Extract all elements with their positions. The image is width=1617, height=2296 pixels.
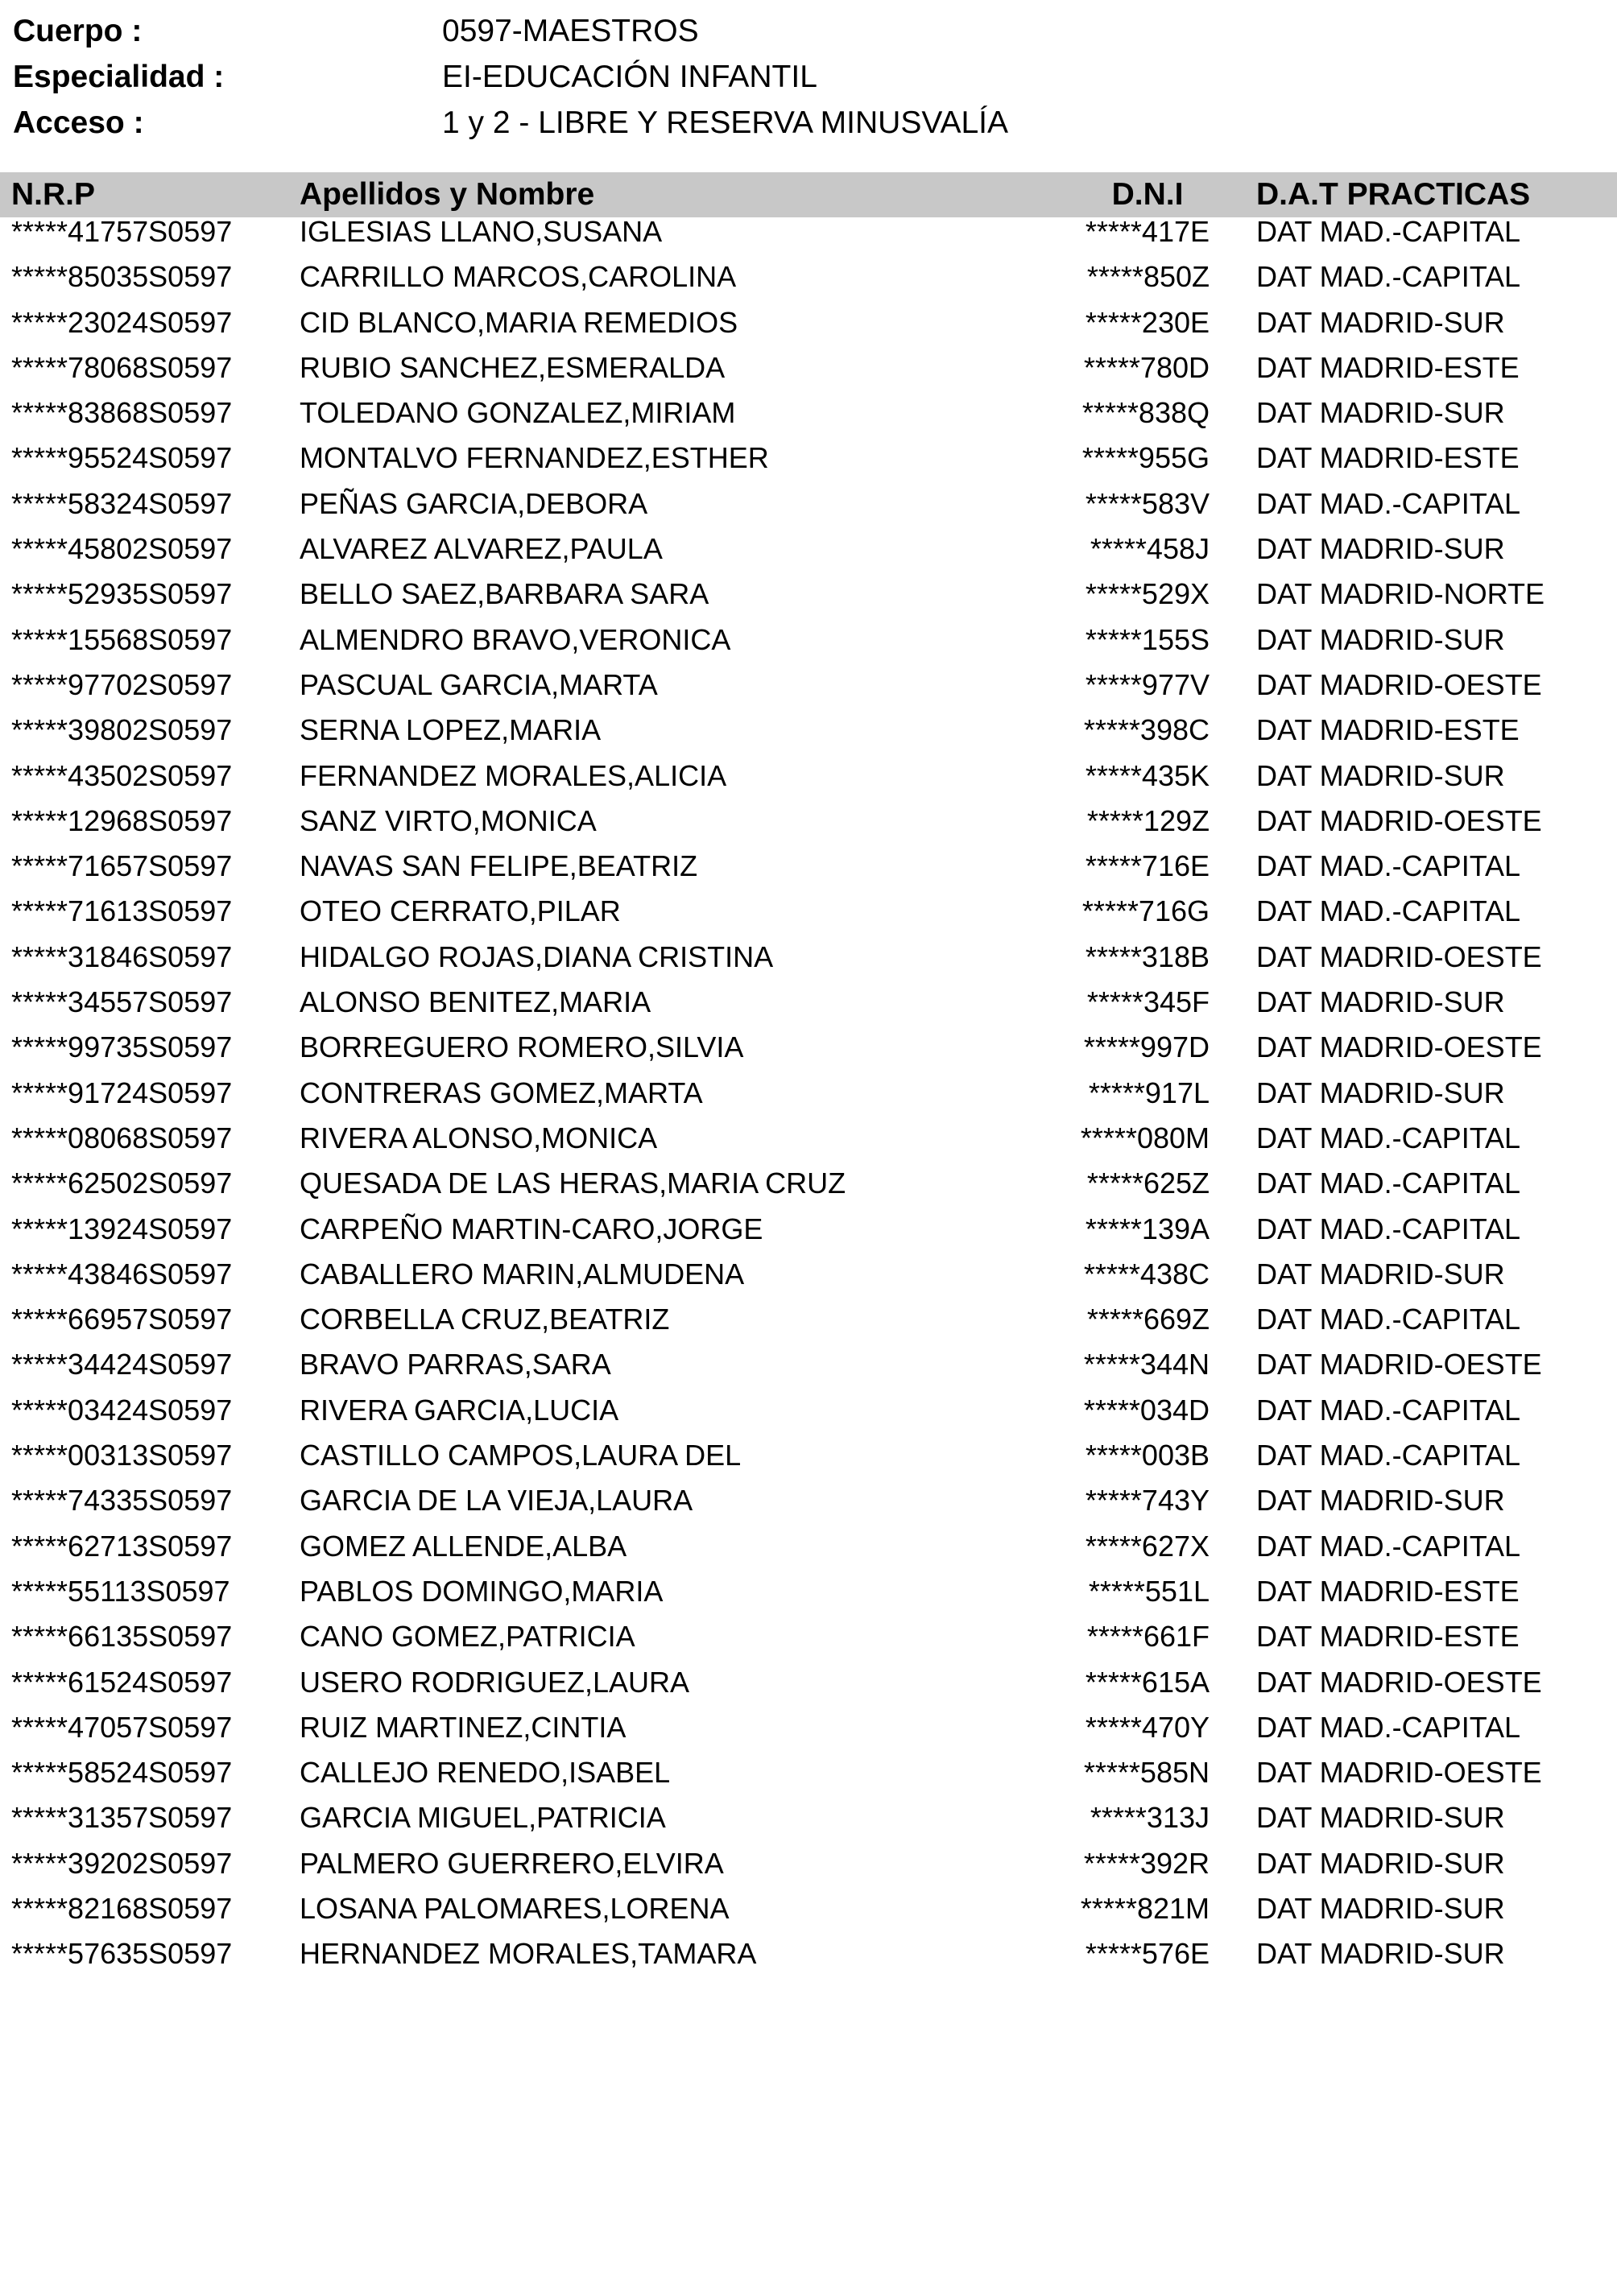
dat-cell: DAT MADRID-SUR [1256, 1891, 1505, 1925]
especialidad-value: EI-EDUCACIÓN INFANTIL [442, 60, 817, 94]
nrp-cell: *****39202S0597 [11, 1846, 233, 1880]
table-row [0, 527, 1617, 572]
dni-cell: *****230E [1085, 305, 1210, 339]
nrp-cell: *****58524S0597 [11, 1756, 233, 1790]
name-cell: BRAVO PARRAS,SARA [300, 1348, 611, 1381]
table-row [0, 1705, 1617, 1750]
nrp-cell: *****00313S0597 [11, 1439, 233, 1472]
column-header-dat: D.A.T PRACTICAS [1256, 177, 1531, 212]
dni-cell: *****438C [1083, 1257, 1210, 1290]
dni-cell: *****716G [1081, 894, 1210, 928]
name-cell: SERNA LOPEZ,MARIA [300, 713, 602, 747]
name-cell: NAVAS SAN FELIPE,BEATRIZ [300, 849, 698, 883]
name-cell: CID BLANCO,MARIA REMEDIOS [300, 305, 738, 339]
dni-cell: *****997D [1083, 1030, 1210, 1064]
name-cell: HERNANDEZ MORALES,TAMARA [300, 1937, 757, 1971]
nrp-cell: *****41757S0597 [11, 215, 233, 248]
nrp-cell: *****95524S0597 [11, 441, 233, 475]
table-row [0, 1116, 1617, 1161]
dat-cell: DAT MADRID-OESTE [1256, 1756, 1542, 1790]
results-table [0, 172, 1617, 1977]
table-body [0, 209, 1617, 1977]
table-row [0, 799, 1617, 844]
table-row [0, 754, 1617, 799]
dat-cell: DAT MADRID-SUR [1256, 1846, 1505, 1880]
acceso-value: 1 y 2 - LIBRE Y RESERVA MINUSVALÍA [442, 105, 1009, 140]
name-cell: RIVERA GARCIA,LUCIA [300, 1393, 619, 1427]
column-header-nrp: N.R.P [11, 177, 96, 212]
table-row [0, 300, 1617, 345]
name-cell: MONTALVO FERNANDEZ,ESTHER [300, 441, 769, 475]
nrp-cell: *****62502S0597 [11, 1167, 233, 1200]
name-cell: FERNANDEZ MORALES,ALICIA [300, 758, 727, 792]
dat-cell: DAT MAD.-CAPITAL [1256, 1212, 1521, 1245]
nrp-cell: *****78068S0597 [11, 350, 233, 384]
nrp-cell: *****08068S0597 [11, 1121, 233, 1154]
nrp-cell: *****66135S0597 [11, 1620, 233, 1654]
dni-cell: *****627X [1085, 1529, 1210, 1563]
dat-cell: DAT MADRID-SUR [1256, 1484, 1505, 1518]
dni-cell: *****344N [1083, 1348, 1210, 1381]
name-cell: PALMERO GUERRERO,ELVIRA [300, 1846, 724, 1880]
dni-cell: *****139A [1085, 1212, 1210, 1245]
especialidad-label: Especialidad : [13, 60, 225, 94]
name-cell: CASTILLO CAMPOS,LAURA DEL [300, 1439, 742, 1472]
name-cell: CONTRERAS GOMEZ,MARTA [300, 1076, 703, 1109]
dni-cell: *****551L [1088, 1574, 1210, 1608]
table-row [0, 436, 1617, 481]
dat-cell: DAT MADRID-OESTE [1256, 1665, 1542, 1699]
table-row [0, 1750, 1617, 1795]
table-row [0, 1297, 1617, 1342]
nrp-cell: *****82168S0597 [11, 1891, 233, 1925]
document-header [13, 8, 1301, 146]
nrp-cell: *****97702S0597 [11, 667, 233, 701]
name-cell: SANZ VIRTO,MONICA [300, 803, 597, 837]
table-row [0, 1388, 1617, 1433]
dni-cell: *****661F [1086, 1620, 1210, 1654]
table-row [0, 1660, 1617, 1705]
name-cell: GARCIA DE LA VIEJA,LAURA [300, 1484, 693, 1518]
name-cell: CARPEÑO MARTIN-CARO,JORGE [300, 1212, 763, 1245]
table-row [0, 481, 1617, 527]
name-cell: GARCIA MIGUEL,PATRICIA [300, 1801, 666, 1835]
dni-cell: *****392R [1083, 1846, 1210, 1880]
table-row [0, 708, 1617, 753]
name-cell: PASCUAL GARCIA,MARTA [300, 667, 658, 701]
table-row [0, 390, 1617, 436]
dat-cell: DAT MADRID-SUR [1256, 1937, 1505, 1971]
dat-cell: DAT MADRID-NORTE [1256, 577, 1545, 611]
dat-cell: DAT MADRID-OESTE [1256, 667, 1542, 701]
table-row [0, 1569, 1617, 1614]
dni-cell: *****850Z [1086, 260, 1210, 294]
name-cell: ALMENDRO BRAVO,VERONICA [300, 622, 731, 656]
cuerpo-row [13, 8, 1301, 54]
nrp-cell: *****13924S0597 [11, 1212, 233, 1245]
dat-cell: DAT MAD.-CAPITAL [1256, 1167, 1521, 1200]
dat-cell: DAT MADRID-OESTE [1256, 803, 1542, 837]
nrp-cell: *****34424S0597 [11, 1348, 233, 1381]
dat-cell: DAT MADRID-SUR [1256, 1076, 1505, 1109]
dat-cell: DAT MAD.-CAPITAL [1256, 1121, 1521, 1154]
table-row [0, 844, 1617, 889]
table-row [0, 1433, 1617, 1478]
name-cell: CORBELLA CRUZ,BEATRIZ [300, 1303, 670, 1336]
table-row [0, 935, 1617, 980]
dni-cell: *****345F [1086, 985, 1210, 1019]
dni-cell: *****080M [1080, 1121, 1210, 1154]
cuerpo-label: Cuerpo : [13, 14, 143, 48]
cuerpo-value: 0597-MAESTROS [442, 14, 699, 48]
name-cell: CABALLERO MARIN,ALMUDENA [300, 1257, 745, 1290]
dat-cell: DAT MADRID-SUR [1256, 758, 1505, 792]
table-row [0, 345, 1617, 390]
table-row [0, 617, 1617, 663]
dat-cell: DAT MADRID-OESTE [1256, 1030, 1542, 1064]
nrp-cell: *****31846S0597 [11, 939, 233, 973]
dni-cell: *****576E [1085, 1937, 1210, 1971]
table-row [0, 209, 1617, 254]
nrp-cell: *****39802S0597 [11, 713, 233, 747]
name-cell: ALVAREZ ALVAREZ,PAULA [300, 532, 663, 566]
nrp-cell: *****34557S0597 [11, 985, 233, 1019]
table-row [0, 1071, 1617, 1116]
especialidad-row [13, 54, 1301, 100]
dni-cell: *****129Z [1086, 803, 1210, 837]
dni-cell: *****625Z [1086, 1167, 1210, 1200]
dat-cell: DAT MADRID-SUR [1256, 1257, 1505, 1290]
table-row [0, 1841, 1617, 1886]
dni-cell: *****318B [1085, 939, 1210, 973]
name-cell: OTEO CERRATO,PILAR [300, 894, 621, 928]
dni-cell: *****003B [1085, 1439, 1210, 1472]
table-row [0, 1931, 1617, 1976]
table-row [0, 1886, 1617, 1931]
dat-cell: DAT MAD.-CAPITAL [1256, 1710, 1521, 1744]
table-row [0, 980, 1617, 1025]
table-row [0, 1252, 1617, 1297]
nrp-cell: *****03424S0597 [11, 1393, 233, 1427]
name-cell: USERO RODRIGUEZ,LAURA [300, 1665, 690, 1699]
dni-cell: *****529X [1085, 577, 1210, 611]
name-cell: RIVERA ALONSO,MONICA [300, 1121, 658, 1154]
name-cell: RUIZ MARTINEZ,CINTIA [300, 1710, 627, 1744]
dni-cell: *****955G [1081, 441, 1210, 475]
dat-cell: DAT MADRID-SUR [1256, 396, 1505, 430]
name-cell: RUBIO SANCHEZ,ESMERALDA [300, 350, 726, 384]
name-cell: CALLEJO RENEDO,ISABEL [300, 1756, 671, 1790]
nrp-cell: *****74335S0597 [11, 1484, 233, 1518]
dni-cell: *****669Z [1086, 1303, 1210, 1336]
nrp-cell: *****58324S0597 [11, 486, 233, 520]
dat-cell: DAT MAD.-CAPITAL [1256, 260, 1521, 294]
dat-cell: DAT MAD.-CAPITAL [1256, 215, 1521, 248]
dat-cell: DAT MAD.-CAPITAL [1256, 1393, 1521, 1427]
name-cell: QUESADA DE LAS HERAS,MARIA CRUZ [300, 1167, 846, 1200]
acceso-row [13, 100, 1301, 146]
nrp-cell: *****43502S0597 [11, 758, 233, 792]
nrp-cell: *****57635S0597 [11, 1937, 233, 1971]
dni-cell: *****398C [1083, 713, 1210, 747]
dat-cell: DAT MAD.-CAPITAL [1256, 1439, 1521, 1472]
dni-cell: *****917L [1088, 1076, 1210, 1109]
nrp-cell: *****45802S0597 [11, 532, 233, 566]
table-row [0, 1478, 1617, 1523]
dat-cell: DAT MADRID-ESTE [1256, 350, 1520, 384]
nrp-cell: *****61524S0597 [11, 1665, 233, 1699]
table-row [0, 1614, 1617, 1659]
dni-cell: *****585N [1083, 1756, 1210, 1790]
name-cell: ALONSO BENITEZ,MARIA [300, 985, 651, 1019]
dni-cell: *****780D [1083, 350, 1210, 384]
dni-cell: *****583V [1085, 486, 1210, 520]
table-row [0, 1342, 1617, 1387]
nrp-cell: *****66957S0597 [11, 1303, 233, 1336]
dni-cell: *****838Q [1081, 396, 1210, 430]
nrp-cell: *****83868S0597 [11, 396, 233, 430]
dni-cell: *****821M [1080, 1891, 1210, 1925]
dat-cell: DAT MAD.-CAPITAL [1256, 1303, 1521, 1336]
column-header-dni: D.N.I [1111, 177, 1184, 212]
nrp-cell: *****12968S0597 [11, 803, 233, 837]
dat-cell: DAT MADRID-SUR [1256, 532, 1505, 566]
dat-cell: DAT MADRID-ESTE [1256, 1620, 1520, 1654]
dni-cell: *****417E [1085, 215, 1210, 248]
dat-cell: DAT MADRID-SUR [1256, 305, 1505, 339]
name-cell: CANO GOMEZ,PATRICIA [300, 1620, 635, 1654]
dat-cell: DAT MADRID-ESTE [1256, 713, 1520, 747]
nrp-cell: *****55113S0597 [11, 1574, 230, 1608]
dni-cell: *****470Y [1085, 1710, 1210, 1744]
acceso-label: Acceso : [13, 105, 144, 140]
name-cell: HIDALGO ROJAS,DIANA CRISTINA [300, 939, 774, 973]
nrp-cell: *****52935S0597 [11, 577, 233, 611]
dat-cell: DAT MAD.-CAPITAL [1256, 849, 1521, 883]
nrp-cell: *****31357S0597 [11, 1801, 233, 1835]
name-cell: PABLOS DOMINGO,MARIA [300, 1574, 664, 1608]
name-cell: BELLO SAEZ,BARBARA SARA [300, 577, 709, 611]
dat-cell: DAT MADRID-ESTE [1256, 1574, 1520, 1608]
nrp-cell: *****71657S0597 [11, 849, 233, 883]
dni-cell: *****977V [1085, 667, 1210, 701]
column-header-name: Apellidos y Nombre [300, 177, 595, 212]
dni-cell: *****716E [1085, 849, 1210, 883]
dni-cell: *****313J [1090, 1801, 1210, 1835]
table-row [0, 663, 1617, 708]
dat-cell: DAT MADRID-ESTE [1256, 441, 1520, 475]
dat-cell: DAT MAD.-CAPITAL [1256, 486, 1521, 520]
name-cell: BORREGUERO ROMERO,SILVIA [300, 1030, 744, 1064]
table-row [0, 1524, 1617, 1569]
name-cell: LOSANA PALOMARES,LORENA [300, 1891, 730, 1925]
dni-cell: *****615A [1085, 1665, 1210, 1699]
nrp-cell: *****15568S0597 [11, 622, 233, 656]
dni-cell: *****435K [1085, 758, 1210, 792]
name-cell: TOLEDANO GONZALEZ,MIRIAM [300, 396, 736, 430]
table-row [0, 1161, 1617, 1206]
dat-cell: DAT MAD.-CAPITAL [1256, 894, 1521, 928]
dat-cell: DAT MADRID-SUR [1256, 1801, 1505, 1835]
nrp-cell: *****62713S0597 [11, 1529, 233, 1563]
table-row [0, 889, 1617, 934]
dni-cell: *****034D [1083, 1393, 1210, 1427]
dat-cell: DAT MADRID-SUR [1256, 622, 1505, 656]
nrp-cell: *****71613S0597 [11, 894, 233, 928]
nrp-cell: *****85035S0597 [11, 260, 233, 294]
dat-cell: DAT MAD.-CAPITAL [1256, 1529, 1521, 1563]
dni-cell: *****458J [1090, 532, 1210, 566]
dat-cell: DAT MADRID-OESTE [1256, 939, 1542, 973]
nrp-cell: *****23024S0597 [11, 305, 233, 339]
table-row [0, 1025, 1617, 1070]
name-cell: GOMEZ ALLENDE,ALBA [300, 1529, 627, 1563]
name-cell: CARRILLO MARCOS,CAROLINA [300, 260, 737, 294]
table-row [0, 572, 1617, 617]
dni-cell: *****155S [1085, 622, 1210, 656]
dat-cell: DAT MADRID-SUR [1256, 985, 1505, 1019]
table-row [0, 1207, 1617, 1252]
nrp-cell: *****47057S0597 [11, 1710, 233, 1744]
name-cell: PEÑAS GARCIA,DEBORA [300, 486, 648, 520]
name-cell: IGLESIAS LLANO,SUSANA [300, 215, 663, 248]
table-row [0, 254, 1617, 299]
table-row [0, 1795, 1617, 1840]
dat-cell: DAT MADRID-OESTE [1256, 1348, 1542, 1381]
nrp-cell: *****99735S0597 [11, 1030, 233, 1064]
nrp-cell: *****43846S0597 [11, 1257, 233, 1290]
nrp-cell: *****91724S0597 [11, 1076, 233, 1109]
dni-cell: *****743Y [1085, 1484, 1210, 1518]
